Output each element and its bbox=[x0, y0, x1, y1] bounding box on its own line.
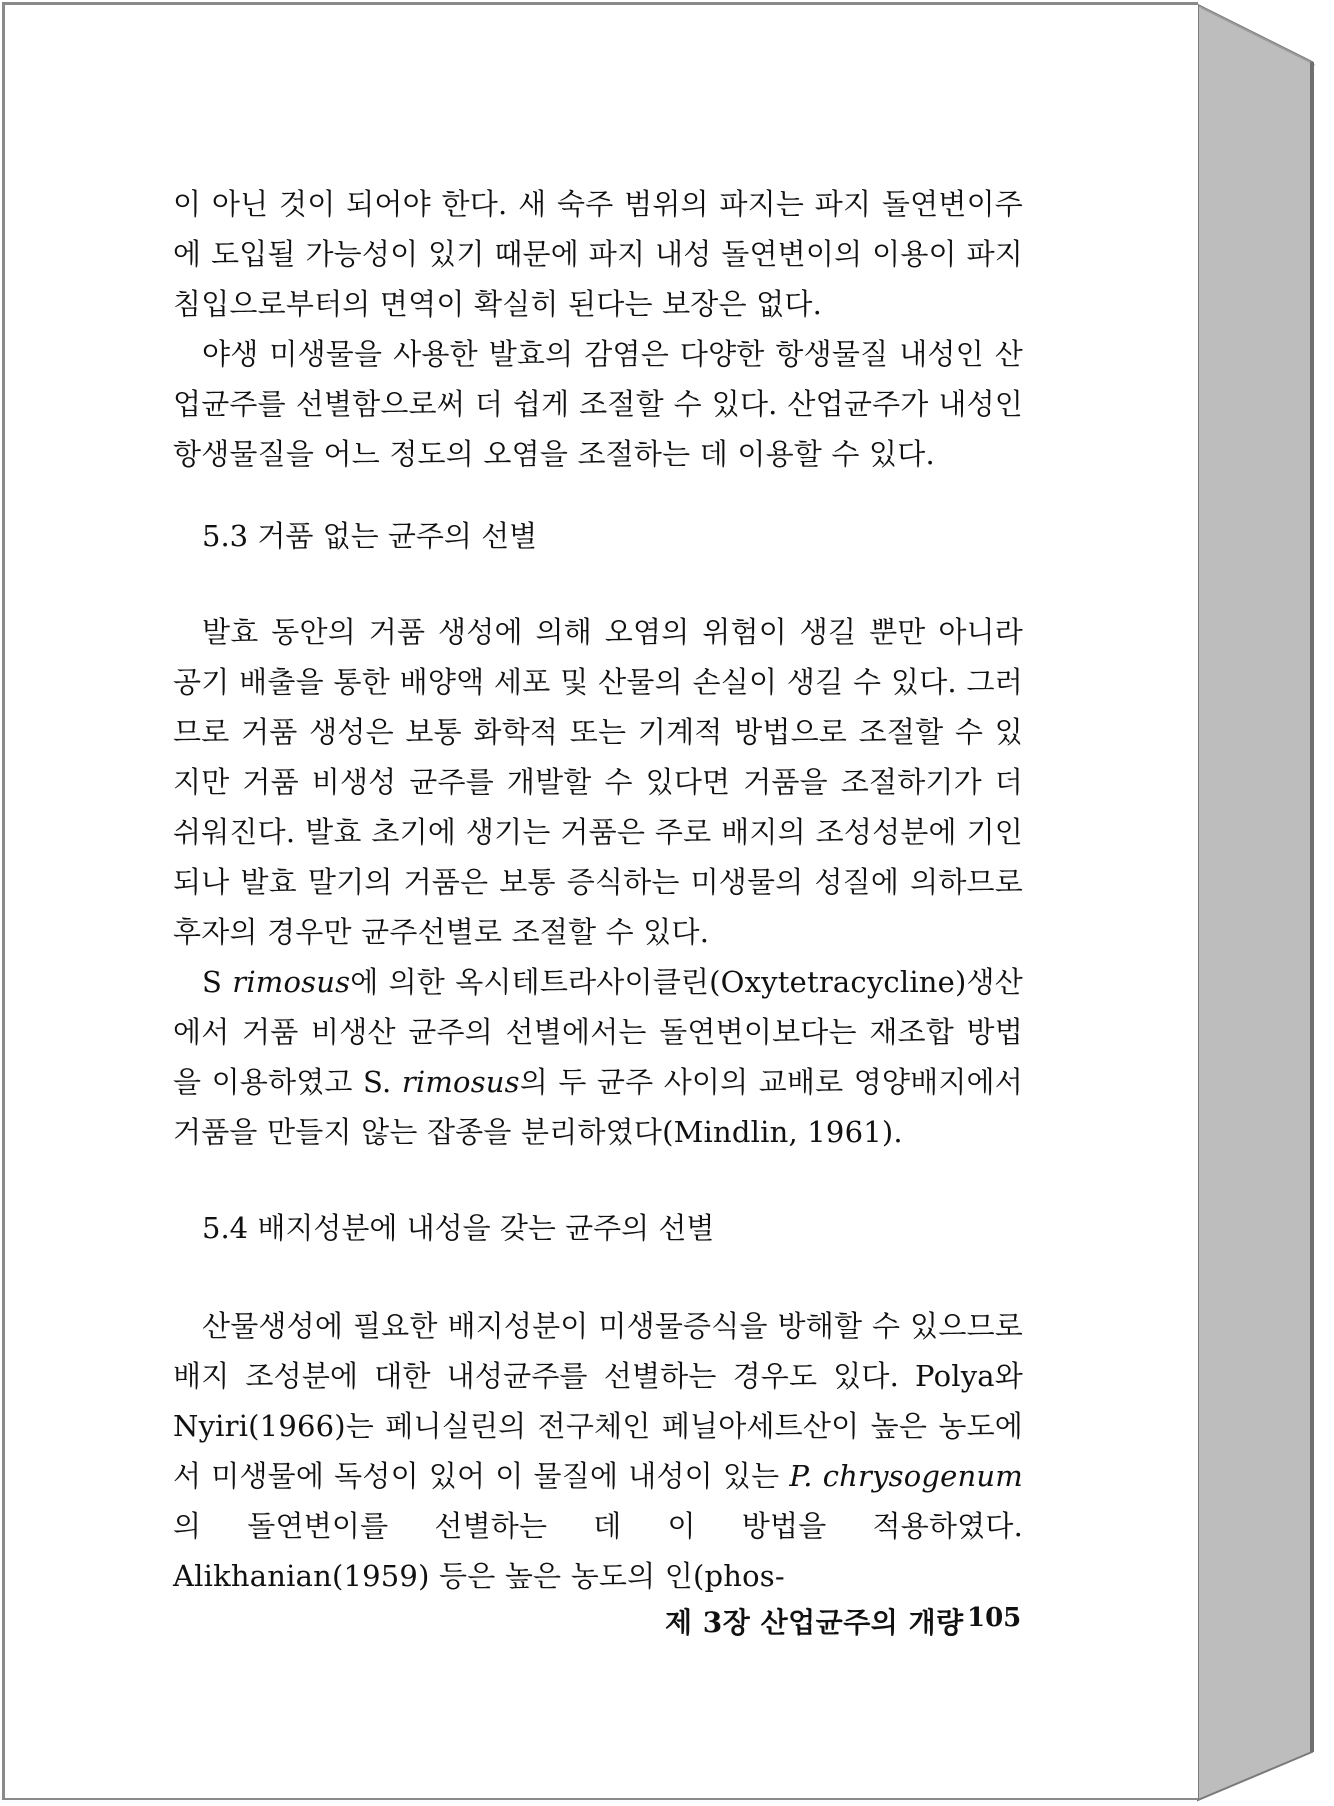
page-body bbox=[173, 179, 1023, 1601]
paragraph-1: 이 아닌 것이 되어야 한다. 새 숙주 범위의 파지는 파지 돌연변이주에 도입될 가능성이 있기 때문에 파지 내성 돌연변이의 이용이 파지 침입으로부터의 면역이 확실히 된다는 보장은 없다. bbox=[173, 187, 1023, 321]
text-span: 의 두 균주 사이의 교배로 영양배지에서 거품을 만들지 않는 잡종을 분리하였다(Mindlin, 1961). bbox=[173, 1065, 1023, 1149]
paragraph-4 bbox=[173, 957, 1023, 1157]
paragraph-2: 야생 미생물을 사용한 발효의 감염은 다양한 항생물질 내성인 산업균주를 선별함으로써 더 쉽게 조절할 수 있다. 산업균주가 내성인 항생물질을 어느 정도의 오염을 조절하는 데 이용할 수 있다. bbox=[173, 337, 1023, 471]
species-name: P. chrysogenum bbox=[789, 1459, 1023, 1493]
section-heading-5-4: 5.4 배지성분에 내성을 갖는 균주의 선별 bbox=[202, 1211, 715, 1245]
paragraph-5 bbox=[173, 1301, 1023, 1601]
text-span: 의 돌연변이를 선별하는 데 이 방법을 적용하였다. Alikhanian(1959) 등은 높은 농도의 인(phos- bbox=[173, 1509, 1023, 1593]
species-name: rimosus bbox=[401, 1065, 520, 1099]
text-span: 에 의한 옥시테트라사이클린(Oxytetracycline)생산에서 거품 비생산 균주의 선별에서는 돌연변이보다는 재조합 방법을 이용하였고 S. bbox=[173, 965, 1023, 1099]
paragraph-3: 발효 동안의 거품 생성에 의해 오염의 위험이 생길 뿐만 아니라 공기 배출을 통한 배양액 세포 및 산물의 손실이 생길 수 있다. 그러므로 거품 생성은 보통 화학적 또는 기계적 방법으로 조절할 수 있지만 거품 비생성 균주를 개발할 수 있다면 거품을 조절하기가 더 쉬워진다. 발효 초기에 생기는 거품은 주로 배지의 조성성분에 기인되나 발효 말기의 거품은 보통 증식하는 미생물의 성질에 의하므로 후자의 경우만 균주선별로 조절할 수 있다. bbox=[173, 615, 1023, 949]
species-name: rimosus bbox=[232, 965, 351, 999]
text-span: 산물생성에 필요한 배지성분이 미생물증식을 방해할 수 있으므로 배지 조성분에 대한 내성균주를 선별하는 경우도 있다. Polya와 Nyiri(1966)는 페니실린의 전구체인 페닐아세트산이 높은 농도에서 미생물에 독성이 있어 이 물질에 내성이 있는 bbox=[173, 1309, 1023, 1493]
book-page bbox=[2, 2, 1198, 1800]
page-number: 105 bbox=[967, 1603, 1022, 1633]
text-span: S bbox=[202, 965, 233, 999]
section-heading-5-3: 5.3 거품 없는 균주의 선별 bbox=[202, 519, 538, 553]
running-head: 제 3장 산업균주의 개량 bbox=[665, 1606, 964, 1639]
